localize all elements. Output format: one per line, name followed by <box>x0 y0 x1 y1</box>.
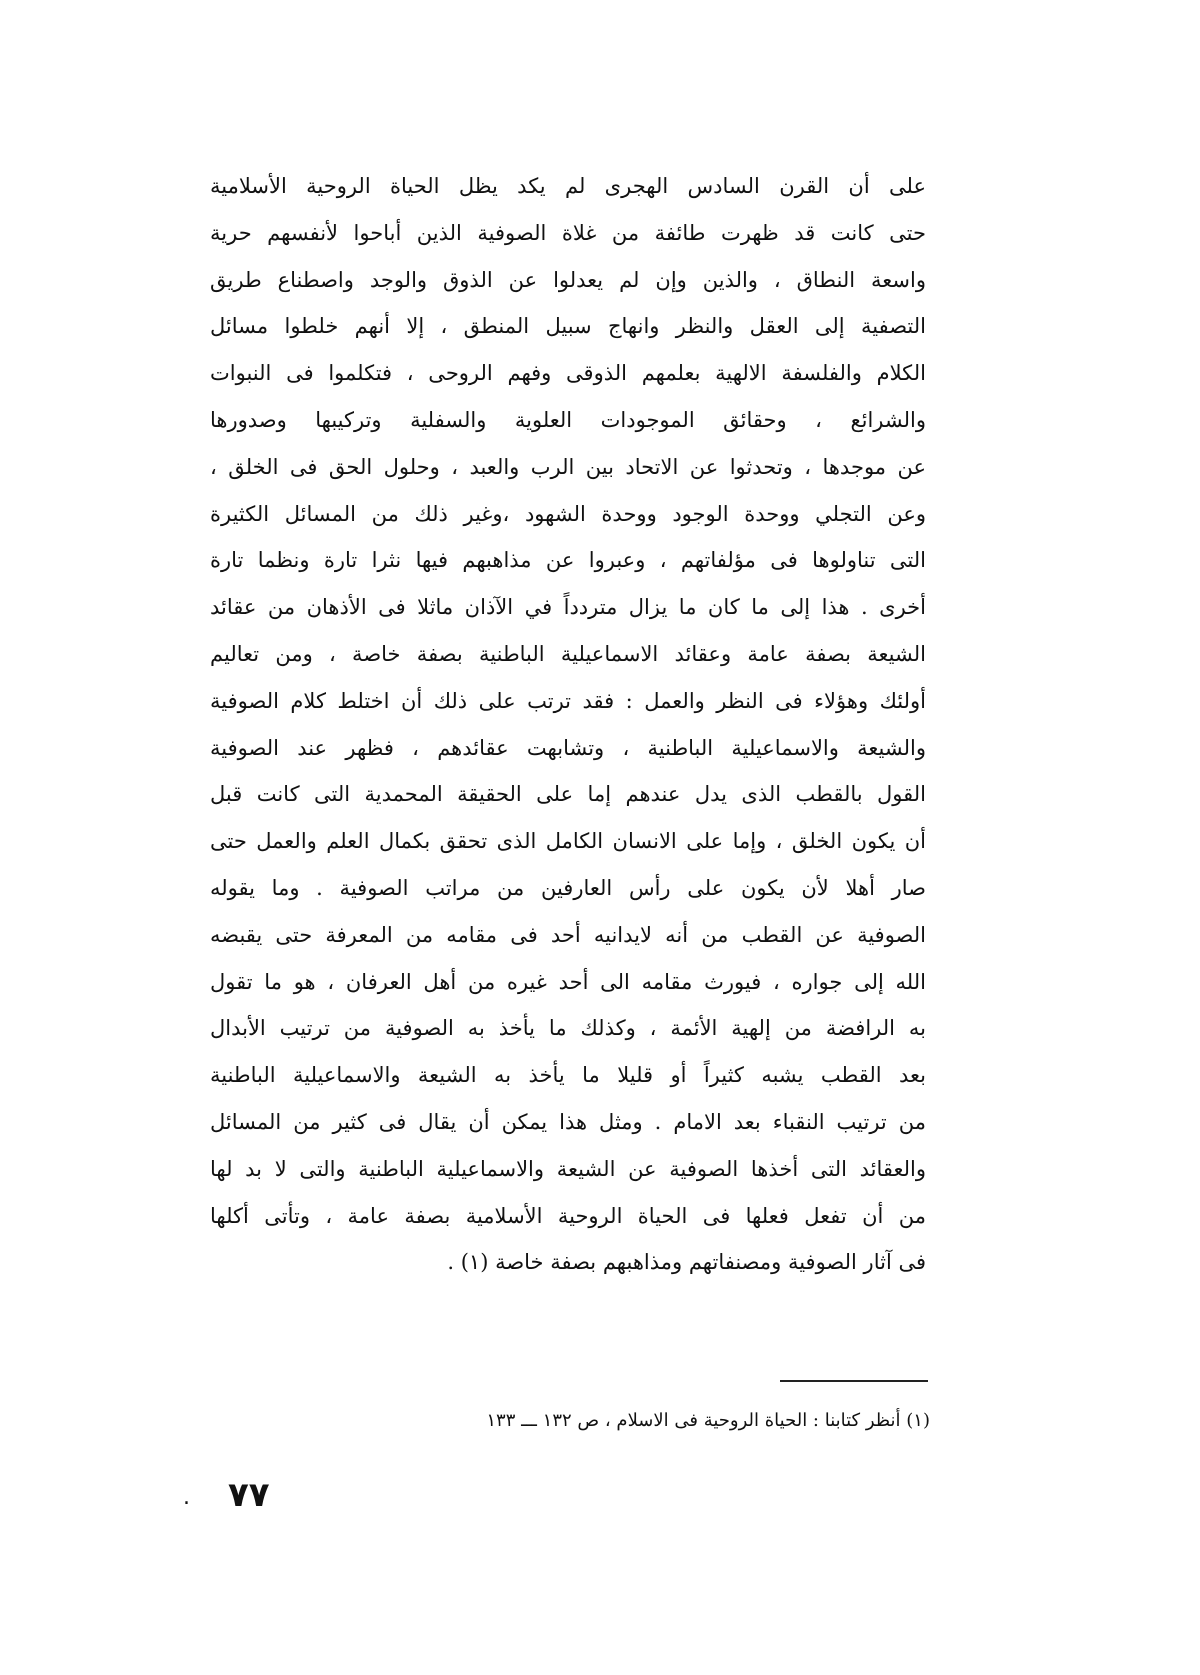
page-number: ٧٧ <box>228 1475 270 1515</box>
text-line: والعقائد التى أخذها الصوفية عن الشيعة والاسماعيلية الباطنية والتى لا بد لها <box>210 1156 926 1181</box>
text-line: الله إلى جواره ، فيورث مقامه الى أحد غيره من أهل العرفان ، هو ما تقول <box>210 969 926 994</box>
text-line: الصوفية عن القطب من أنه لايدانيه أحد فى مقامه من المعرفة حتى يقبضه <box>210 922 926 947</box>
text-line: على أن القرن السادس الهجرى لم يكد يظل الحياة الروحية الأسلامية <box>210 174 926 198</box>
text-line: والشرائع ، وحقائق الموجودات العلوية والسفلية وتركيبها وصدورها <box>210 407 926 432</box>
text-line: به الرافضة من إلهية الأئمة ، وكذلك ما يأخذ به الصوفية من ترتيب الأبدال <box>210 1016 926 1041</box>
text-line: واسعة النطاق ، والذين وإن لم يعدلوا عن الذوق والوجد واصطناع طريق <box>210 267 926 292</box>
text-line: أولئك وهؤلاء فى النظر والعمل : فقد ترتب على ذلك أن اختلط كلام الصوفية <box>210 688 926 713</box>
text-line: التى تناولوها فى مؤلفاتهم ، وعبروا عن مذاهبهم فيها نثرا تارة ونظما تارة <box>210 548 926 573</box>
text-line: من أن تفعل فعلها فى الحياة الروحية الأسلامية بصفة عامة ، وتأتى أكلها <box>210 1203 926 1228</box>
text-line: حتى كانت قد ظهرت طائفة من غلاة الصوفية الذين أباحوا لأنفسهم حرية <box>210 220 926 245</box>
text-line: التصفية إلى العقل والنظر وانهاج سبيل المنطق ، إلا أنهم خلطوا مسائل <box>210 314 926 339</box>
page-mark: . <box>183 1485 190 1510</box>
text-line: أن يكون الخلق ، وإما على الانسان الكامل الذى تحقق بكمال العلم والعمل حتى <box>210 829 926 854</box>
text-line: القول بالقطب الذى يدل عندهم إما على الحقيقة المحمدية التى كانت قبل <box>210 782 926 807</box>
text-line: صار أهلا لأن يكون على رأس العارفين من مراتب الصوفية . وما يقوله <box>210 875 926 900</box>
footnote-divider <box>780 1380 928 1382</box>
main-text-block <box>210 163 926 1286</box>
text-line: الشيعة بصفة عامة وعقائد الاسماعيلية الباطنية بصفة خاصة ، ومن تعاليم <box>210 641 926 666</box>
text-line: من ترتيب النقباء بعد الامام . ومثل هذا يمكن أن يقال فى كثير من المسائل <box>210 1109 926 1134</box>
footnote: (١) أنظر كتابنا : الحياة الروحية فى الاسلام ، ص ١٣٢ ـــ ١٣٣ <box>486 1410 930 1431</box>
text-line: وعن التجلي ووحدة الوجود ووحدة الشهود ،وغير ذلك من المسائل الكثيرة <box>210 501 926 526</box>
text-line: الكلام والفلسفة الالهية بعلمهم الذوقى وفهم الروحى ، فتكلموا فى النبوات <box>210 361 926 386</box>
text-line: بعد القطب يشبه كثيراً أو قليلا ما يأخذ به الشيعة والاسماعيلية الباطنية <box>210 1063 926 1088</box>
text-line: أخرى . هذا إلى ما كان ما يزال متردداً في الآذان ماثلا فى الأذهان من عقائد <box>210 595 926 620</box>
text-line: والشيعة والاسماعيلية الباطنية ، وتشابهت عقائدهم ، فظهر عند الصوفية <box>210 735 926 760</box>
text-line-last: فى آثار الصوفية ومصنفاتهم ومذاهبهم بصفة خاصة (١) . <box>447 1250 926 1275</box>
text-line: عن موجدها ، وتحدثوا عن الاتحاد بين الرب والعبد ، وحلول الحق فى الخلق ، <box>210 454 926 479</box>
